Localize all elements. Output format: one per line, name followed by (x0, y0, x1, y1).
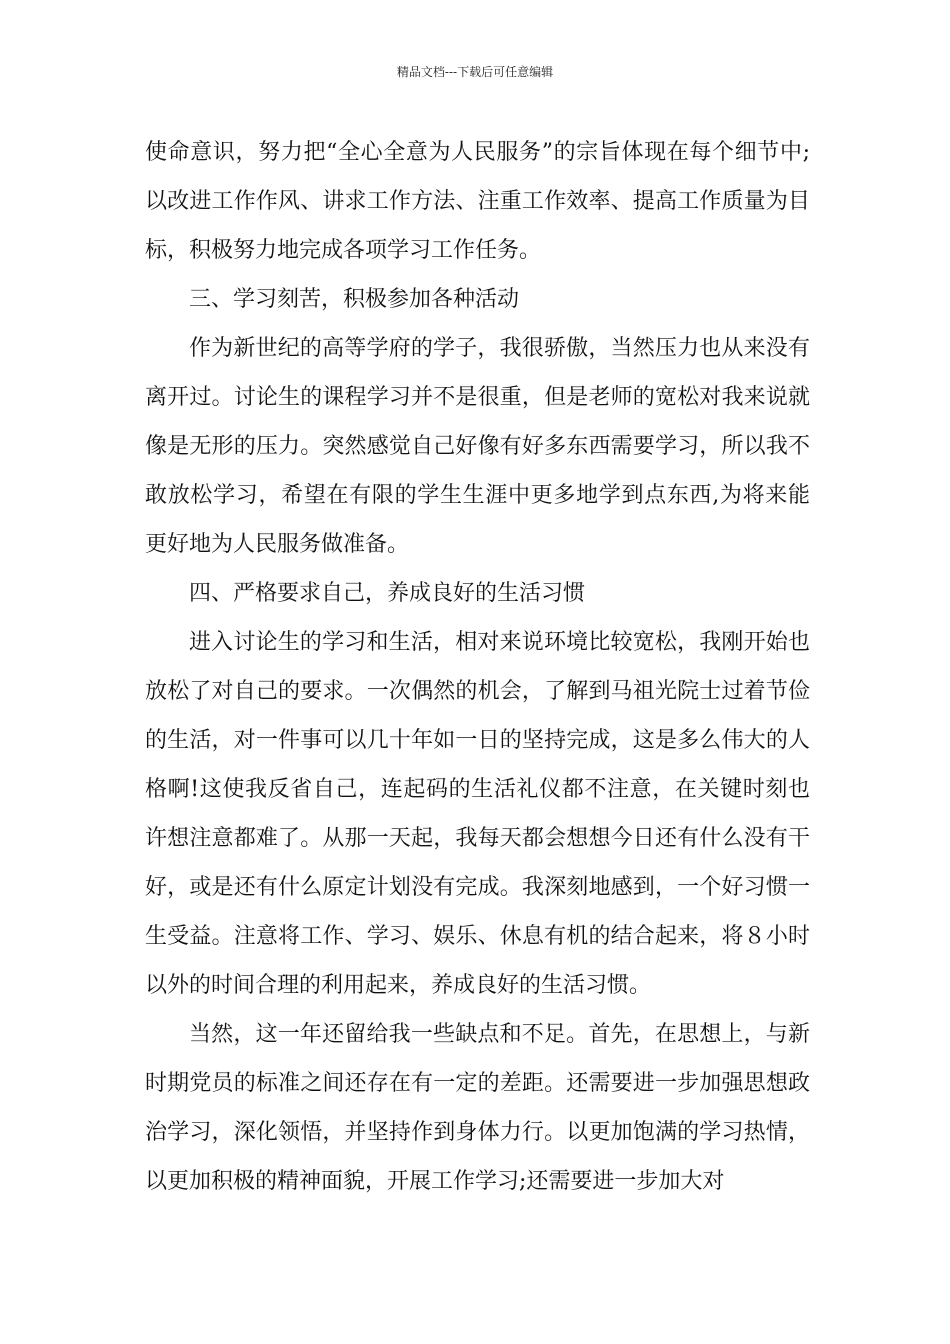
paragraph-1: 使命意识，努力把“全心全意为人民服务”的宗旨体现在每个细节中;以改进工作作风、讲求工作方法、注重工作效率、提高工作质量为目标，积极努力地完成各项学习工作任务。 (145, 140, 810, 263)
paragraph-4: 当然，这一年还留给我一些缺点和不足。首先，在思想上，与新时期党员的标准之间还存在有一定的差距。还需要进一步加强思想政治学习，深化领悟，并坚持作到身体力行。以更加饱满的学习热情，以更加积极的精神面貌，开展工作学习;还需要进一步加大对 (145, 1022, 810, 1194)
document-body (145, 128, 810, 1206)
paragraph-3: 进入讨论生的学习和生活，相对来说环境比较宽松，我刚开始也放松了对自己的要求。一次偶然的机会，了解到马祖光院士过着节俭的生活，对一件事可以几十年如一日的坚持完成，这是多么伟大的人格啊!这使我反省自己，连起码的生活礼仪都不注意，在关键时刻也许想注意都难了。从那一天起，我每天都会想想今日还有什么没有干好，或是还有什么原定计划没有完成。我深刻地感到，一个好习惯一生受益。注意将工作、学习、娱乐、休息有机的结合起来，将８小时以外的时间合理的利用起来，养成良好的生活习惯。 (145, 630, 810, 998)
section-heading-3: 三、学习刻苦，积极参加各种活动 (189, 287, 520, 312)
page-header: 精品文档---下载后可任意编辑 (396, 65, 554, 79)
paragraph-2: 作为新世纪的高等学府的学子，我很骄傲，当然压力也从来没有离开过。讨论生的课程学习并不是很重，但是老师的宽松对我来说就像是无形的压力。突然感觉自己好像有好多东西需要学习，所以我不敢放松学习，希望在有限的学生生涯中更多地学到点东西,为将来能更好地为人民服务做准备。 (145, 336, 810, 557)
section-heading-4: 四、严格要求自己，养成良好的生活习惯 (189, 581, 586, 606)
